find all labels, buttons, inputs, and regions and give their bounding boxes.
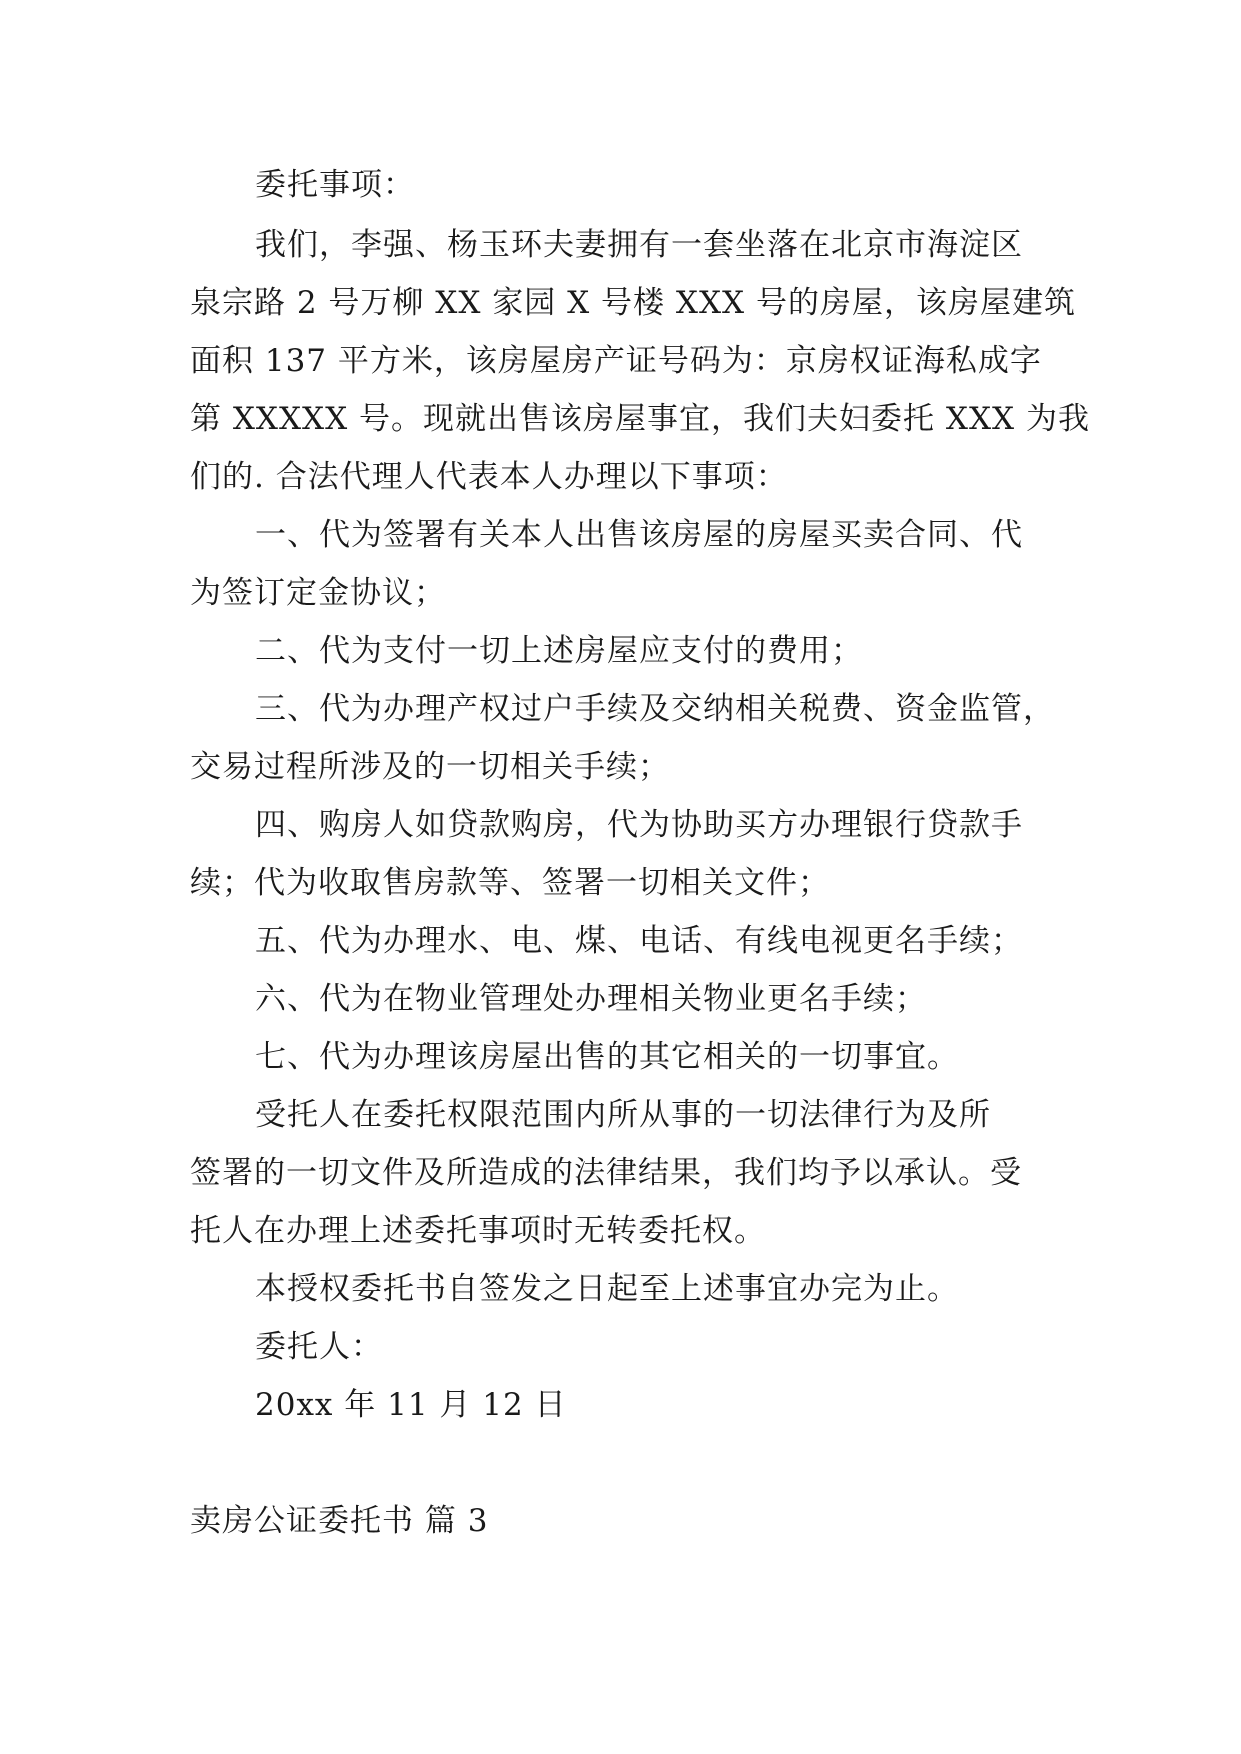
list-item-6: 六、代为在物业管理处办理相关物业更名手续； [255, 981, 927, 1017]
paragraph-line: 受托人在委托权限范围内所从事的一切法律行为及所 [255, 1097, 991, 1133]
section-heading-entrusted-matters: 委托事项： [255, 167, 415, 203]
list-item-3: 三、代为办理产权过户手续及交纳相关税费、资金监管， [255, 691, 1055, 727]
list-item-1-continued: 为签订定金协议； [190, 575, 446, 611]
paragraph-line: 签署的一切文件及所造成的法律结果，我们均予以承认。受 [190, 1155, 1022, 1191]
paragraph-line: 我们，李强、杨玉环夫妻拥有一套坐落在北京市海淀区 [255, 227, 1023, 263]
list-item-5: 五、代为办理水、电、煤、电话、有线电视更名手续； [255, 923, 1023, 959]
validity-statement: 本授权委托书自签发之日起至上述事宜办完为止。 [255, 1271, 959, 1307]
list-item-2: 二、代为支付一切上述房屋应支付的费用； [255, 633, 863, 669]
signing-date: 20xx 年 11 月 12 日 [255, 1387, 567, 1423]
principal-label: 委托人： [255, 1329, 383, 1365]
list-item-4: 四、购房人如贷款购房，代为协助买方办理银行贷款手 [255, 807, 1023, 843]
paragraph-line: 们的. 合法代理人代表本人办理以下事项： [190, 459, 788, 495]
next-section-heading: 卖房公证委托书 篇 3 [190, 1503, 489, 1539]
list-item-3-continued: 交易过程所涉及的一切相关手续； [190, 749, 670, 785]
list-item-4-continued: 续；代为收取售房款等、签署一切相关文件； [190, 865, 830, 901]
list-item-1: 一、代为签署有关本人出售该房屋的房屋买卖合同、代 [255, 517, 1023, 553]
paragraph-line: 托人在办理上述委托事项时无转委托权。 [190, 1213, 766, 1249]
paragraph-line: 泉宗路 2 号万柳 XX 家园 X 号楼 XXX 号的房屋，该房屋建筑 [190, 285, 1076, 321]
paragraph-line: 面积 137 平方米，该房屋房产证号码为：京房权证海私成字 [190, 343, 1042, 379]
list-item-7: 七、代为办理该房屋出售的其它相关的一切事宜。 [255, 1039, 959, 1075]
paragraph-line: 第 XXXXX 号。现就出售该房屋事宜，我们夫妇委托 XXX 为我 [190, 401, 1090, 437]
